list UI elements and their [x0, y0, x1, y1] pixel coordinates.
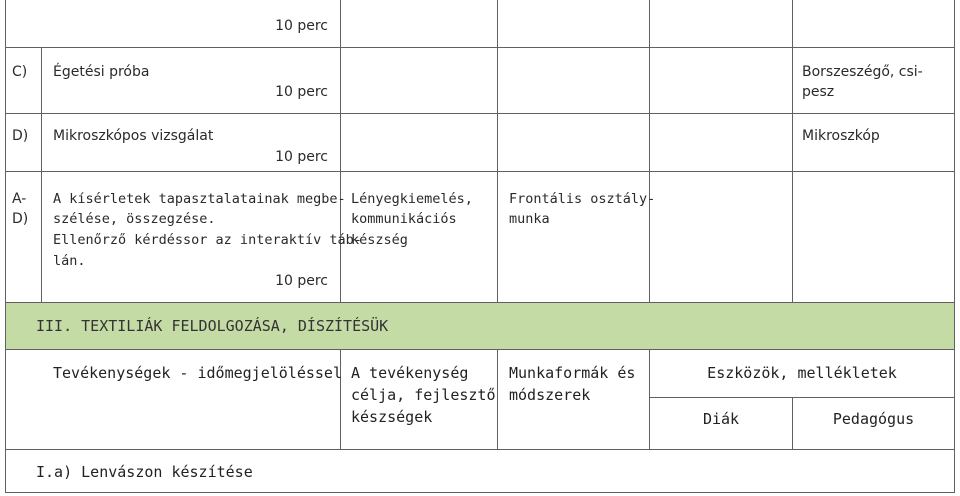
col-divider — [954, 449, 955, 493]
col-divider — [5, 0, 6, 303]
col-divider — [5, 349, 6, 450]
activity-text: szélése, összegzése. — [53, 211, 216, 227]
tools-text: Mikroszkóp — [802, 128, 880, 144]
col-divider — [5, 302, 6, 350]
tools-subheader-divider — [649, 397, 955, 398]
col-divider — [340, 0, 341, 303]
col-divider — [792, 0, 793, 303]
activity-text: A kísérletek tapasztalatainak megbe- — [53, 191, 346, 207]
col-divider — [649, 0, 650, 303]
row-id: D) — [12, 211, 29, 227]
col-divider — [954, 302, 955, 350]
time-label: 10 perc — [275, 273, 328, 289]
col-divider — [497, 0, 498, 303]
column-header-methods: Munkaformák és — [509, 364, 636, 382]
col-divider — [5, 449, 6, 493]
column-header-tools: Eszközök, mellékletek — [707, 364, 897, 382]
activity-text: Égetési próba — [53, 64, 150, 80]
tools-text: pesz — [802, 84, 835, 100]
column-header-teacher: Pedagógus — [832, 410, 915, 428]
time-label: 10 perc — [275, 149, 328, 165]
row-divider — [5, 349, 955, 350]
row-id: C) — [12, 64, 28, 80]
activity-text: lán. — [53, 253, 86, 269]
row-divider — [5, 302, 955, 303]
row-divider — [5, 113, 955, 114]
column-header-goal: készségek — [351, 408, 433, 426]
column-header-student: Diák — [702, 410, 740, 428]
goal-text: készség — [351, 232, 408, 248]
row-divider — [5, 492, 955, 493]
time-label: 10 perc — [275, 84, 328, 100]
column-header-activities: Tevékenységek - időmegjelöléssel — [53, 364, 342, 382]
column-header-goal: célja, fejlesztő — [351, 386, 496, 404]
col-divider — [41, 47, 42, 303]
col-divider — [497, 349, 498, 450]
activity-text: Ellenőrző kérdéssor az interaktív táb- — [53, 232, 362, 248]
row-id: D) — [12, 128, 29, 144]
row-divider — [5, 449, 955, 450]
column-header-methods: módszerek — [509, 386, 591, 404]
subsection-title: I.a) Lenvászon készítése — [36, 463, 253, 481]
column-header-goal: A tevékenység — [351, 364, 469, 382]
method-text: Frontális osztály- — [509, 191, 656, 207]
section-title: III. TEXTILIÁK FELDOLGOZÁSA, DÍSZÍTÉSÜK — [36, 317, 389, 335]
row-divider — [5, 47, 955, 48]
col-divider — [954, 349, 955, 450]
row-divider — [5, 171, 955, 172]
goal-text: Lényegkiemelés, — [351, 191, 473, 207]
row-id: A- — [12, 191, 27, 207]
method-text: munka — [509, 211, 550, 227]
time-label: 10 perc — [275, 18, 328, 34]
activity-text: Mikroszkópos vizsgálat — [53, 128, 214, 144]
tools-text: Borszeszégő, csi- — [802, 64, 923, 80]
col-divider — [954, 0, 955, 303]
goal-text: kommunikációs — [351, 211, 457, 227]
